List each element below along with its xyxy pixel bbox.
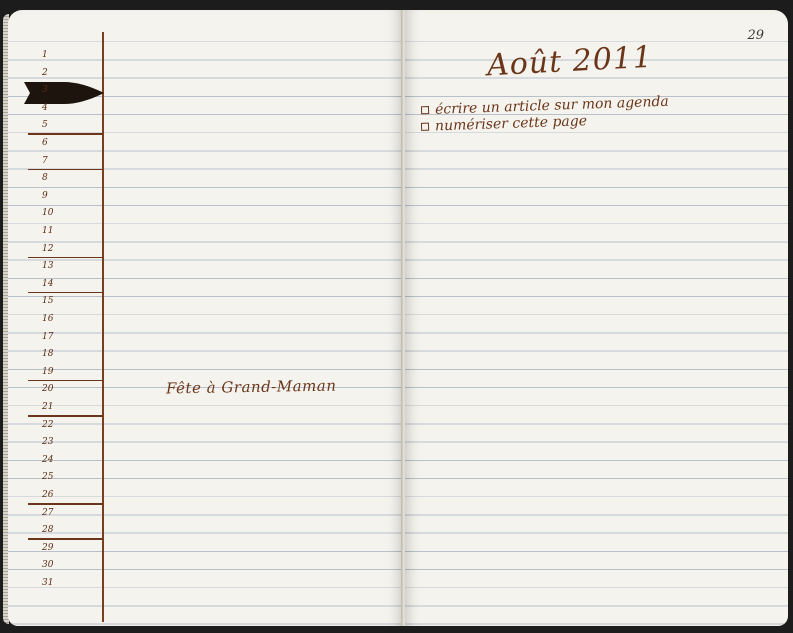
day-number: 28 xyxy=(42,525,54,536)
right-page xyxy=(405,10,788,626)
day-number: 16 xyxy=(42,314,54,324)
day-number: 18 xyxy=(42,349,54,360)
week-separator xyxy=(28,380,103,382)
day-number: 21 xyxy=(42,402,54,412)
week-separator xyxy=(28,257,103,259)
day-number: 2 xyxy=(42,67,48,78)
day-number: 10 xyxy=(42,208,54,219)
day-number: 27 xyxy=(42,507,54,518)
day-number: 6 xyxy=(42,138,48,148)
left-page xyxy=(8,10,403,626)
week-separator xyxy=(28,292,103,294)
day-number: 31 xyxy=(42,578,54,588)
day-number: 13 xyxy=(42,261,54,272)
day-number: 19 xyxy=(42,366,54,377)
checkbox-icon[interactable] xyxy=(421,123,429,131)
event-note: Fête à Grand-Maman xyxy=(165,376,337,398)
checkbox-icon[interactable] xyxy=(421,106,429,114)
day-number: 24 xyxy=(42,454,54,465)
task-label: écrire un article sur mon agenda xyxy=(434,93,670,118)
day-number: 25 xyxy=(42,472,54,483)
day-number: 22 xyxy=(42,419,54,430)
day-number: 14 xyxy=(42,278,54,289)
day-number: 29 xyxy=(42,542,54,553)
week-separator xyxy=(28,538,103,540)
day-number: 30 xyxy=(42,560,54,571)
month-title: Août 2011 xyxy=(486,39,654,84)
day-number: 1 xyxy=(42,50,48,60)
task-label: numériser cette page xyxy=(434,113,588,135)
margin-line xyxy=(102,32,104,622)
page-number: 29 xyxy=(747,28,764,43)
day-number: 3 xyxy=(42,85,48,96)
day-number: 4 xyxy=(42,102,48,113)
week-separator xyxy=(28,169,103,171)
week-separator xyxy=(28,133,103,135)
day-number: 8 xyxy=(42,173,48,184)
day-number: 9 xyxy=(42,190,48,201)
week-separator xyxy=(28,503,103,505)
day-number: 11 xyxy=(42,226,54,236)
day-number: 7 xyxy=(42,155,48,166)
day-number: 12 xyxy=(42,243,54,254)
day-number: 23 xyxy=(42,437,54,448)
day-number: 5 xyxy=(42,120,48,131)
day-number: 20 xyxy=(42,384,54,395)
day-number: 15 xyxy=(42,296,54,307)
day-number: 26 xyxy=(42,490,54,500)
day-number: 17 xyxy=(42,331,54,342)
week-separator xyxy=(28,415,103,417)
